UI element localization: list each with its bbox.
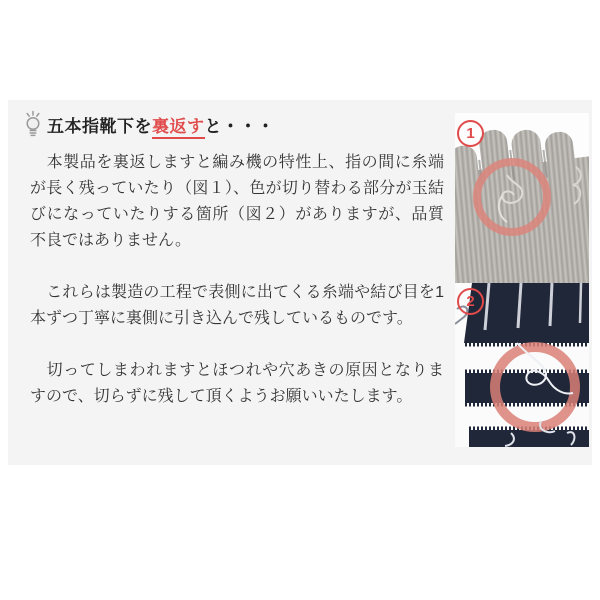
product-note-panel [8,100,592,465]
figure-2-number-badge: 2 [457,288,484,315]
title-highlight: 裏返す [152,117,205,139]
paragraph-1: 本製品を裏返しますと編み機の特性上、指の間に糸端が長く残っていたり（図１）、色が切り替わる部分が玉結びになっていたりする箇所（図２）がありますが、品質不良ではありません。 [30,154,444,249]
section-heading [24,110,275,138]
body-text [30,150,444,436]
section-title [47,112,275,137]
figure-2-photo [455,283,589,447]
figure-1-photo [455,113,589,283]
figure-column [455,113,589,447]
lightbulb-icon [24,110,42,138]
figure-1-number-badge: 1 [457,120,484,147]
title-suffix: と・・・ [204,116,275,136]
title-prefix: 五本指靴下を [47,116,152,136]
paragraph-2: これらは製造の工程で表側に出てくる糸端や結び目を1本ずつ丁寧に裏側に引き込んで残しているものです。 [30,284,444,327]
paragraph-3: 切ってしまわれますとほつれや穴あきの原因となりますので、切らずに残して頂くようお願いいたします。 [30,362,444,405]
